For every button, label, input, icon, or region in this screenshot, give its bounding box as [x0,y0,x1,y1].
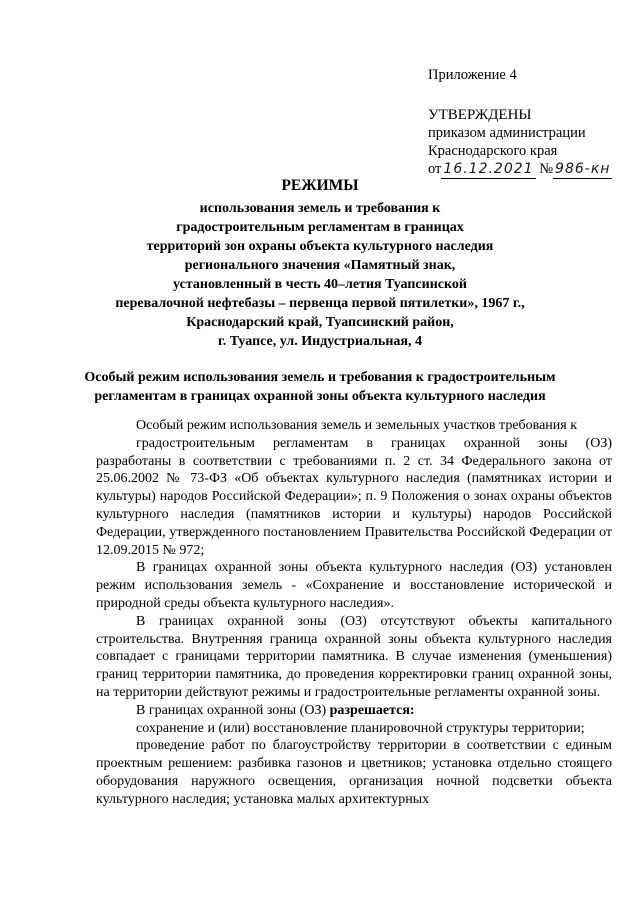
paragraph-1-second-line: градостроительным регламентам в границах охранной зоны (ОЗ) [136,435,612,451]
title-line: перевалочной нефтебазы – первенца первой пятилетки», 1967 г., [115,296,525,311]
title-main: РЕЖИМЫ [281,177,359,194]
approval-block [428,66,612,179]
body-text [96,417,612,809]
paragraph-5: сохранение и (или) восстановление планировочной структуры территории; [136,720,585,736]
title-line: территорий зон охраны объекта культурного наследия [146,239,494,254]
handwritten-date: 16.12.2021 [443,161,534,177]
title-line: регионального значения «Памятный знак, [184,258,456,273]
section-heading-line-1: Особый режим использования земель и требования к градостроительным [84,370,556,385]
from-prefix: от [428,161,442,177]
document-title [60,176,580,351]
section-heading [40,368,600,406]
paragraph-3: В границах охранной зоны (ОЗ) отсутствуют объекты капитального строительства. Внутренняя граница охранной зоны объекта культурного наследия совпадает с границами территории памятника. В случае изменения (уменьшения) границ территории памятника, до проведения корректировки границ охранной зоны, на территории действуют режимы и градостроительные регламенты охранной зоны. [96,613,612,700]
title-line: использования земель и требования к [199,201,441,216]
paragraph-4-bold: разрешается: [329,702,415,718]
order-line-2: Краснодарского края [428,143,558,159]
approved-heading: УТВЕРЖДЕНЫ [428,107,532,123]
handwritten-number: 986-кн [555,161,611,177]
title-line: установленный в честь 40–летия Туапсинской [173,277,467,292]
paragraph-1-rest: разработаны в соответствии с требованиями п. 2 ст. 34 Федерального закона от 25.06.2002 № 73-ФЗ «Об объектах культурного наследия (памятниках истории и культуры) народов Российской Федерации»; п. 9 Положения о зонах охраны объектов культурного наследия (памятников истории и культуры) народов Российской Федерации, утвержденного постановлением Правительства Российской Федерации от 12.09.2015 № 972; [96,453,612,558]
number-sign: № [539,161,554,177]
title-line: градостроительным регламентам в границах [176,220,464,235]
paragraph-1-first-line: Особый режим использования земель и земельных участков требования к [136,418,578,433]
appendix-label: Приложение 4 [428,67,517,83]
paragraph-6: проведение работ по благоустройству территории в соответствии с единым проектным решением: разбивка газонов и цветников; установка отдельно стоящего оборудования наружного освещения, организация ночной подсветки объекта культурного наследия; установка малых архитектурных [96,738,612,807]
title-line: г. Туапсе, ул. Индустриальная, 4 [218,334,422,349]
paragraph-4-text: В границах охранной зоны (ОЗ) [136,702,330,718]
section-heading-line-2: регламентам в границах охранной зоны объекта культурного наследия [94,389,546,404]
paragraph-2: В границах охранной зоны объекта культурного наследия (ОЗ) установлен режим использования земель - «Сохранение и восстановление исторической и природной среды объекта культурного наследия». [96,560,612,611]
order-line-1: приказом администрации [428,125,586,141]
title-line: Краснодарский край, Туапсинский район, [186,315,454,330]
paragraph-4 [96,702,612,720]
